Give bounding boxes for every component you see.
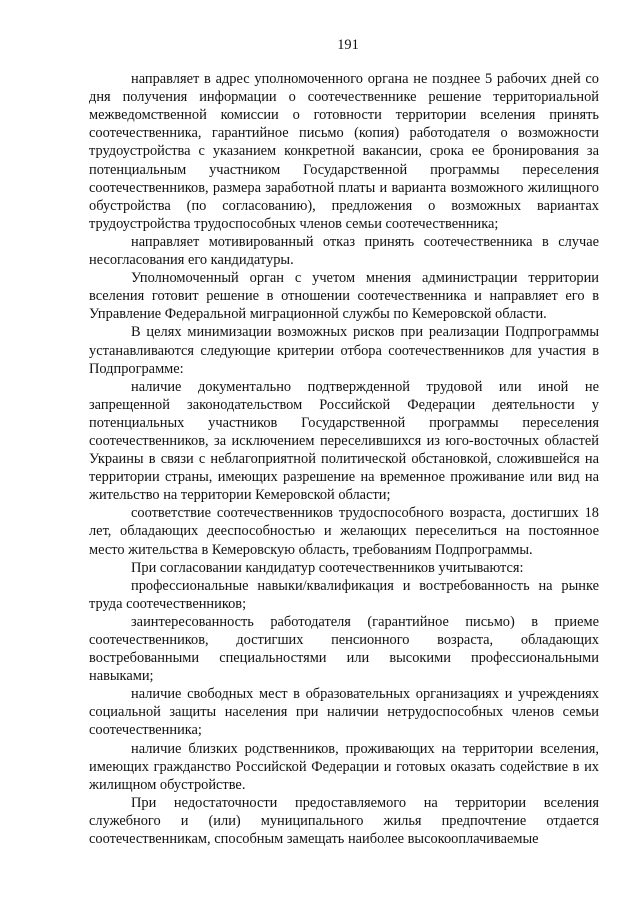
paragraph-10: наличие свободных мест в образовательных организациях и учреждениях социальной защиты населения при наличии нетрудоспособных членов семьи соотечественника; xyxy=(89,686,599,739)
body-text xyxy=(89,70,599,848)
paragraph-5: наличие документально подтвержденной трудовой или иной не запрещенной законодательством Российской Федерации деятельности у потенциальных участников Государственной программы переселения соотечественников, за исключением переселившихся из юго-восточных областей Украины в связи с неблагоприятной политической обстановкой, сложившейся на территории страны, имеющих разрешение на временное проживание или вид на жительство на территории Кемеровской области; xyxy=(89,378,599,504)
paragraph-4: В целях минимизации возможных рисков при реализации Подпрограммы устанавливаются следующие критерии отбора соотечественников для участия в Подпрограмме: xyxy=(89,324,599,377)
paragraph-1: направляет в адрес уполномоченного органа не позднее 5 рабочих дней со дня получения информации о соотечественнике решение территориальной межведомственной комиссии о готовности территории вселения принять соотечественника, гарантийное письмо (копия) работодателя о возможности трудоустройства с указанием конкретной вакансии, срока ее бронирования за потенциальным участником Государственной программы переселения соотечественников, размера заработной платы и варианта возможного жилищного обустройства (по согласованию), предложения о возможных вариантах трудоустройства трудоспособных членов семьи соотечественника; xyxy=(89,71,599,232)
paragraph-2: направляет мотивированный отказ принять соотечественника в случае несогласования его кандидатуры. xyxy=(89,233,599,269)
paragraph-12: При недостаточности предоставляемого на территории вселения служебного и (или) муниципального жилья предпочтение отдается соотечественникам, способным замещать наиболее высокооплачиваемые xyxy=(89,794,599,848)
paragraph-8: профессиональные навыки/квалификация и востребованность на рынке труда соотечественников; xyxy=(89,577,599,612)
paragraph-11: наличие близких родственников, проживающих на территории вселения, имеющих гражданство Российской Федерации и готовых оказать содействие в их жилищном обустройстве. xyxy=(89,740,599,793)
paragraph-7: При согласовании кандидатур соотечественников учитываются: xyxy=(131,559,524,576)
paragraph-6: соответствие соотечественников трудоспособного возраста, достигших 18 лет, обладающих дееспособностью и желающих переселиться на постоянное место жительства в Кемеровскую область, требованиям Подпрограммы. xyxy=(89,505,599,558)
paragraph-9: заинтересованность работодателя (гарантийное письмо) в приеме соотечественников, достигших пенсионного возраста, обладающих востребованными специальностями или высокими профессиональными навыками; xyxy=(89,613,599,685)
page-number: 191 xyxy=(337,37,359,53)
paragraph-3: Уполномоченный орган с учетом мнения администрации территории вселения готовит решение в отношении соотечественника и направляет его в Управление Федеральной миграционной службы по Кемеровской области. xyxy=(89,270,599,323)
